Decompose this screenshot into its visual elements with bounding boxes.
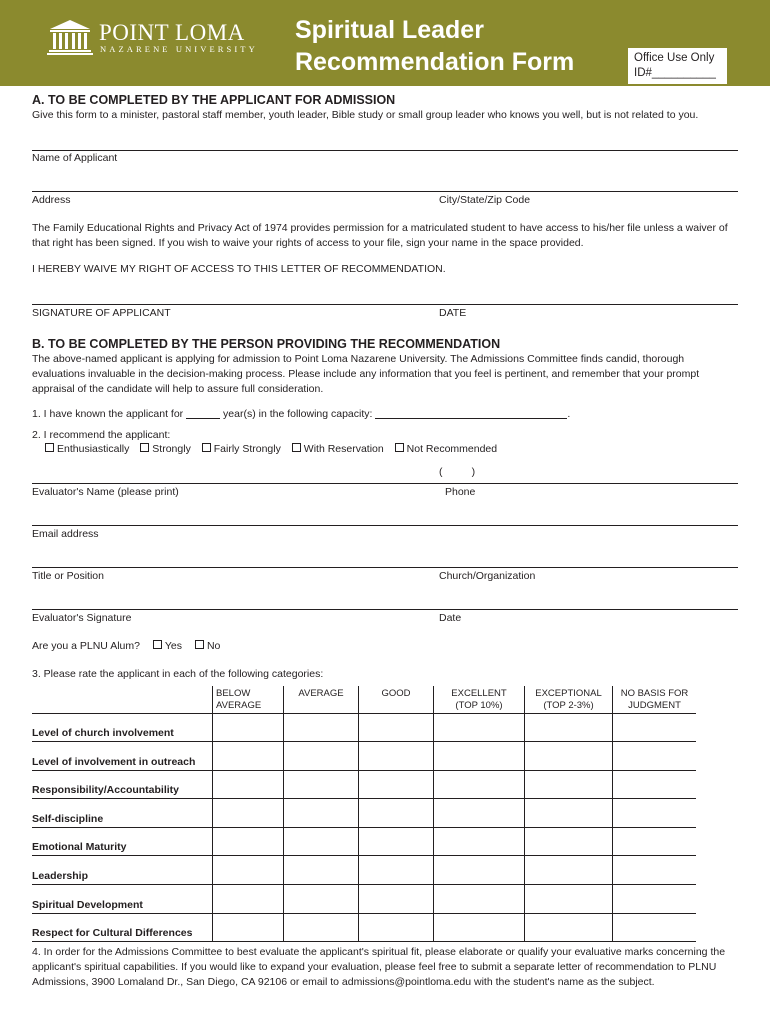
rating-cell-average[interactable]	[284, 770, 359, 799]
rating-cell-below-average[interactable]	[213, 885, 284, 914]
signature-line	[32, 304, 738, 305]
section-a-heading: A. TO BE COMPLETED BY THE APPLICANT FOR ADMISSION	[32, 93, 396, 107]
evaluator-date-label: Date	[439, 612, 462, 624]
email-line[interactable]	[32, 525, 738, 526]
option-label: Fairly Strongly	[213, 443, 281, 455]
rating-category-label: Emotional Maturity	[32, 827, 213, 856]
section-b-heading: B. TO BE COMPLETED BY THE PERSON PROVIDING THE RECOMMENDATION	[32, 337, 501, 351]
years-known-field[interactable]	[186, 418, 220, 419]
rating-cell-excellent[interactable]	[434, 770, 525, 799]
rating-col-below-average: BELOW AVERAGE	[213, 686, 284, 713]
rating-cell-good[interactable]	[359, 770, 434, 799]
section-a-instruction: Give this form to a minister, pastoral staff member, youth leader, Bible study or small group leader who knows you well, but is not related to you.	[32, 109, 699, 121]
rating-cell-average[interactable]	[284, 827, 359, 856]
phone-label: Phone	[445, 486, 476, 498]
rating-cell-average[interactable]	[284, 856, 359, 885]
option-label: With Reservation	[303, 443, 384, 455]
rating-col-average: AVERAGE	[284, 686, 359, 713]
rating-row	[32, 856, 696, 885]
name-line	[32, 150, 738, 151]
rating-category-label: Level of church involvement	[32, 713, 213, 742]
rating-cell-excellent[interactable]	[434, 885, 525, 914]
question-1	[32, 408, 570, 420]
alum-question-text: Are you a PLNU Alum?	[32, 640, 140, 652]
rating-cell-good[interactable]	[359, 742, 434, 771]
rating-cell-below-average[interactable]	[213, 799, 284, 828]
rating-col-good: GOOD	[359, 686, 434, 713]
rating-cell-no-basis[interactable]	[613, 713, 697, 742]
rating-cell-exceptional[interactable]	[525, 913, 613, 942]
rating-table	[32, 686, 696, 942]
rating-cell-excellent[interactable]	[434, 913, 525, 942]
rating-cell-below-average[interactable]	[213, 827, 284, 856]
address-label: Address	[32, 194, 71, 206]
rating-row	[32, 770, 696, 799]
name-of-applicant-label: Name of Applicant	[32, 152, 118, 164]
rating-cell-below-average[interactable]	[213, 742, 284, 771]
rating-row	[32, 713, 696, 742]
rating-cell-good[interactable]	[359, 885, 434, 914]
applicant-date-label: DATE	[439, 307, 467, 319]
rating-cell-exceptional[interactable]	[525, 799, 613, 828]
option-enthusiastically[interactable]	[45, 443, 129, 455]
evaluator-name-line[interactable]	[32, 483, 738, 484]
checkbox-icon[interactable]	[153, 640, 162, 649]
signature-of-applicant-label: SIGNATURE OF APPLICANT	[32, 307, 171, 319]
option-label: Not Recommended	[406, 443, 498, 455]
rating-cell-good[interactable]	[359, 856, 434, 885]
q1-middle: year(s) in the following capacity:	[223, 408, 373, 420]
rating-cell-no-basis[interactable]	[613, 827, 697, 856]
checkbox-icon[interactable]	[202, 443, 211, 452]
rating-cell-no-basis[interactable]	[613, 856, 697, 885]
rating-cell-exceptional[interactable]	[525, 856, 613, 885]
waive-statement: I HEREBY WAIVE MY RIGHT OF ACCESS TO THIS LETTER OF RECOMMENDATION.	[32, 263, 446, 275]
rating-cell-no-basis[interactable]	[613, 742, 697, 771]
office-id-field[interactable]: ID#__________	[634, 67, 716, 79]
checkbox-icon[interactable]	[292, 443, 301, 452]
checkbox-icon[interactable]	[195, 640, 204, 649]
rating-cell-good[interactable]	[359, 713, 434, 742]
rating-col-exceptional: EXCEPTIONAL (TOP 2-3%)	[525, 686, 613, 713]
rating-cell-exceptional[interactable]	[525, 827, 613, 856]
rating-row	[32, 827, 696, 856]
rating-cell-good[interactable]	[359, 827, 434, 856]
logo-name: POINT LOMA	[99, 20, 245, 45]
rating-cell-average[interactable]	[284, 742, 359, 771]
header-banner	[0, 0, 770, 86]
rating-row	[32, 799, 696, 828]
university-logo-icon	[47, 18, 93, 58]
rating-category-label: Spiritual Development	[32, 885, 213, 914]
option-label: Enthusiastically	[57, 443, 130, 455]
rating-category-label: Respect for Cultural Differences	[32, 913, 213, 942]
rating-cell-no-basis[interactable]	[613, 885, 697, 914]
recommend-options	[45, 443, 497, 455]
title-line[interactable]	[32, 567, 738, 568]
evaluator-signature-line[interactable]	[32, 609, 738, 610]
question-2: 2. I recommend the applicant:	[32, 429, 171, 441]
rating-col-no-basis: NO BASIS FOR JUDGMENT	[613, 686, 697, 713]
rating-cell-no-basis[interactable]	[613, 770, 697, 799]
rating-col-excellent: EXCELLENT (TOP 10%)	[434, 686, 525, 713]
rating-cell-exceptional[interactable]	[525, 885, 613, 914]
section-b-intro: The above-named applicant is applying for admission to Point Loma Nazarene University. The Admissions Committee finds candid, thorough evaluations invaluable in the decision-making process. Please include any information that you feel is pertinent, and remember that your prompt appraisal of the candidate will help to assure full consideration.	[32, 353, 700, 395]
rating-cell-excellent[interactable]	[434, 799, 525, 828]
rating-row	[32, 913, 696, 942]
rating-category-label: Level of involvement in outreach	[32, 742, 213, 771]
option-label: Strongly	[152, 443, 191, 455]
rating-cell-exceptional[interactable]	[525, 742, 613, 771]
rating-category-label: Leadership	[32, 856, 213, 885]
option-not-recommended[interactable]	[395, 443, 497, 455]
rating-cell-excellent[interactable]	[434, 856, 525, 885]
rating-cell-below-average[interactable]	[213, 913, 284, 942]
rating-cell-good[interactable]	[359, 799, 434, 828]
checkbox-icon[interactable]	[45, 443, 54, 452]
church-organization-label: Church/Organization	[439, 570, 536, 582]
option-strongly[interactable]	[140, 443, 191, 455]
q1-prefix: 1. I have known the applicant for	[32, 408, 184, 420]
option-fairly-strongly[interactable]	[202, 443, 281, 455]
rating-cell-exceptional[interactable]	[525, 713, 613, 742]
question-3: 3. Please rate the applicant in each of the following categories:	[32, 668, 324, 680]
alum-yes-option[interactable]	[153, 640, 182, 652]
phone-area-code: ( )	[439, 466, 476, 478]
alum-no-option[interactable]	[195, 640, 220, 652]
rating-category-label: Self-discipline	[32, 799, 213, 828]
plnu-alum-question	[32, 640, 220, 652]
rating-cell-excellent[interactable]	[434, 742, 525, 771]
rating-cell-excellent[interactable]	[434, 827, 525, 856]
q1-end: .	[567, 408, 571, 420]
title-position-label: Title or Position	[32, 570, 104, 582]
question-4: 4. In order for the Admissions Committee to best evaluate the applicant's spiritual fit, please elaborate or qualify your evaluative marks concerning the applicant's spiritual capabilities. If you would like to expand your evaluation, please feel free to submit a separate letter of recommendation to PLNU Admissions, 3900 Lomaland Dr., San Diego, CA 92106 or email to admissions@pointloma.edu with the student's name as the subject.	[32, 946, 726, 988]
ferpa-paragraph: The Family Educational Rights and Privacy Act of 1974 provides permission for a matriculated student to have access to his/her file unless a waiver of that right has been signed. If you wish to waive your rights of access to your file, sign your name in the space provided.	[32, 222, 728, 249]
evaluator-signature-label: Evaluator's Signature	[32, 612, 132, 624]
rating-header-row	[32, 686, 696, 713]
logo-subtitle: NAZARENE UNIVERSITY	[100, 44, 258, 54]
rating-cell-below-average[interactable]	[213, 770, 284, 799]
office-use-box	[628, 48, 727, 84]
office-use-label: Office Use Only	[634, 52, 715, 64]
capacity-field[interactable]	[375, 418, 567, 419]
rating-cell-below-average[interactable]	[213, 856, 284, 885]
rating-cell-no-basis[interactable]	[613, 799, 697, 828]
option-with-reservation[interactable]	[292, 443, 384, 455]
city-state-zip-label: City/State/Zip Code	[439, 194, 531, 206]
checkbox-icon[interactable]	[395, 443, 404, 452]
checkbox-icon[interactable]	[140, 443, 149, 452]
rating-row	[32, 885, 696, 914]
rating-category-label: Responsibility/Accountability	[32, 770, 213, 799]
address-line	[32, 191, 738, 192]
rating-cell-good[interactable]	[359, 913, 434, 942]
alum-yes-label: Yes	[164, 640, 183, 652]
rating-cell-below-average[interactable]	[213, 713, 284, 742]
rating-header-blank	[32, 686, 213, 713]
rating-cell-average[interactable]	[284, 885, 359, 914]
rating-row	[32, 742, 696, 771]
form-title-line2: Recommendation Form	[295, 48, 575, 76]
email-label: Email address	[32, 528, 99, 540]
form-title-line1: Spiritual Leader	[295, 16, 484, 44]
rating-cell-average[interactable]	[284, 913, 359, 942]
alum-no-label: No	[206, 640, 221, 652]
rating-cell-average[interactable]	[284, 713, 359, 742]
evaluator-name-label: Evaluator's Name (please print)	[32, 486, 179, 498]
rating-cell-average[interactable]	[284, 799, 359, 828]
rating-cell-no-basis[interactable]	[613, 913, 697, 942]
rating-cell-exceptional[interactable]	[525, 770, 613, 799]
rating-cell-excellent[interactable]	[434, 713, 525, 742]
